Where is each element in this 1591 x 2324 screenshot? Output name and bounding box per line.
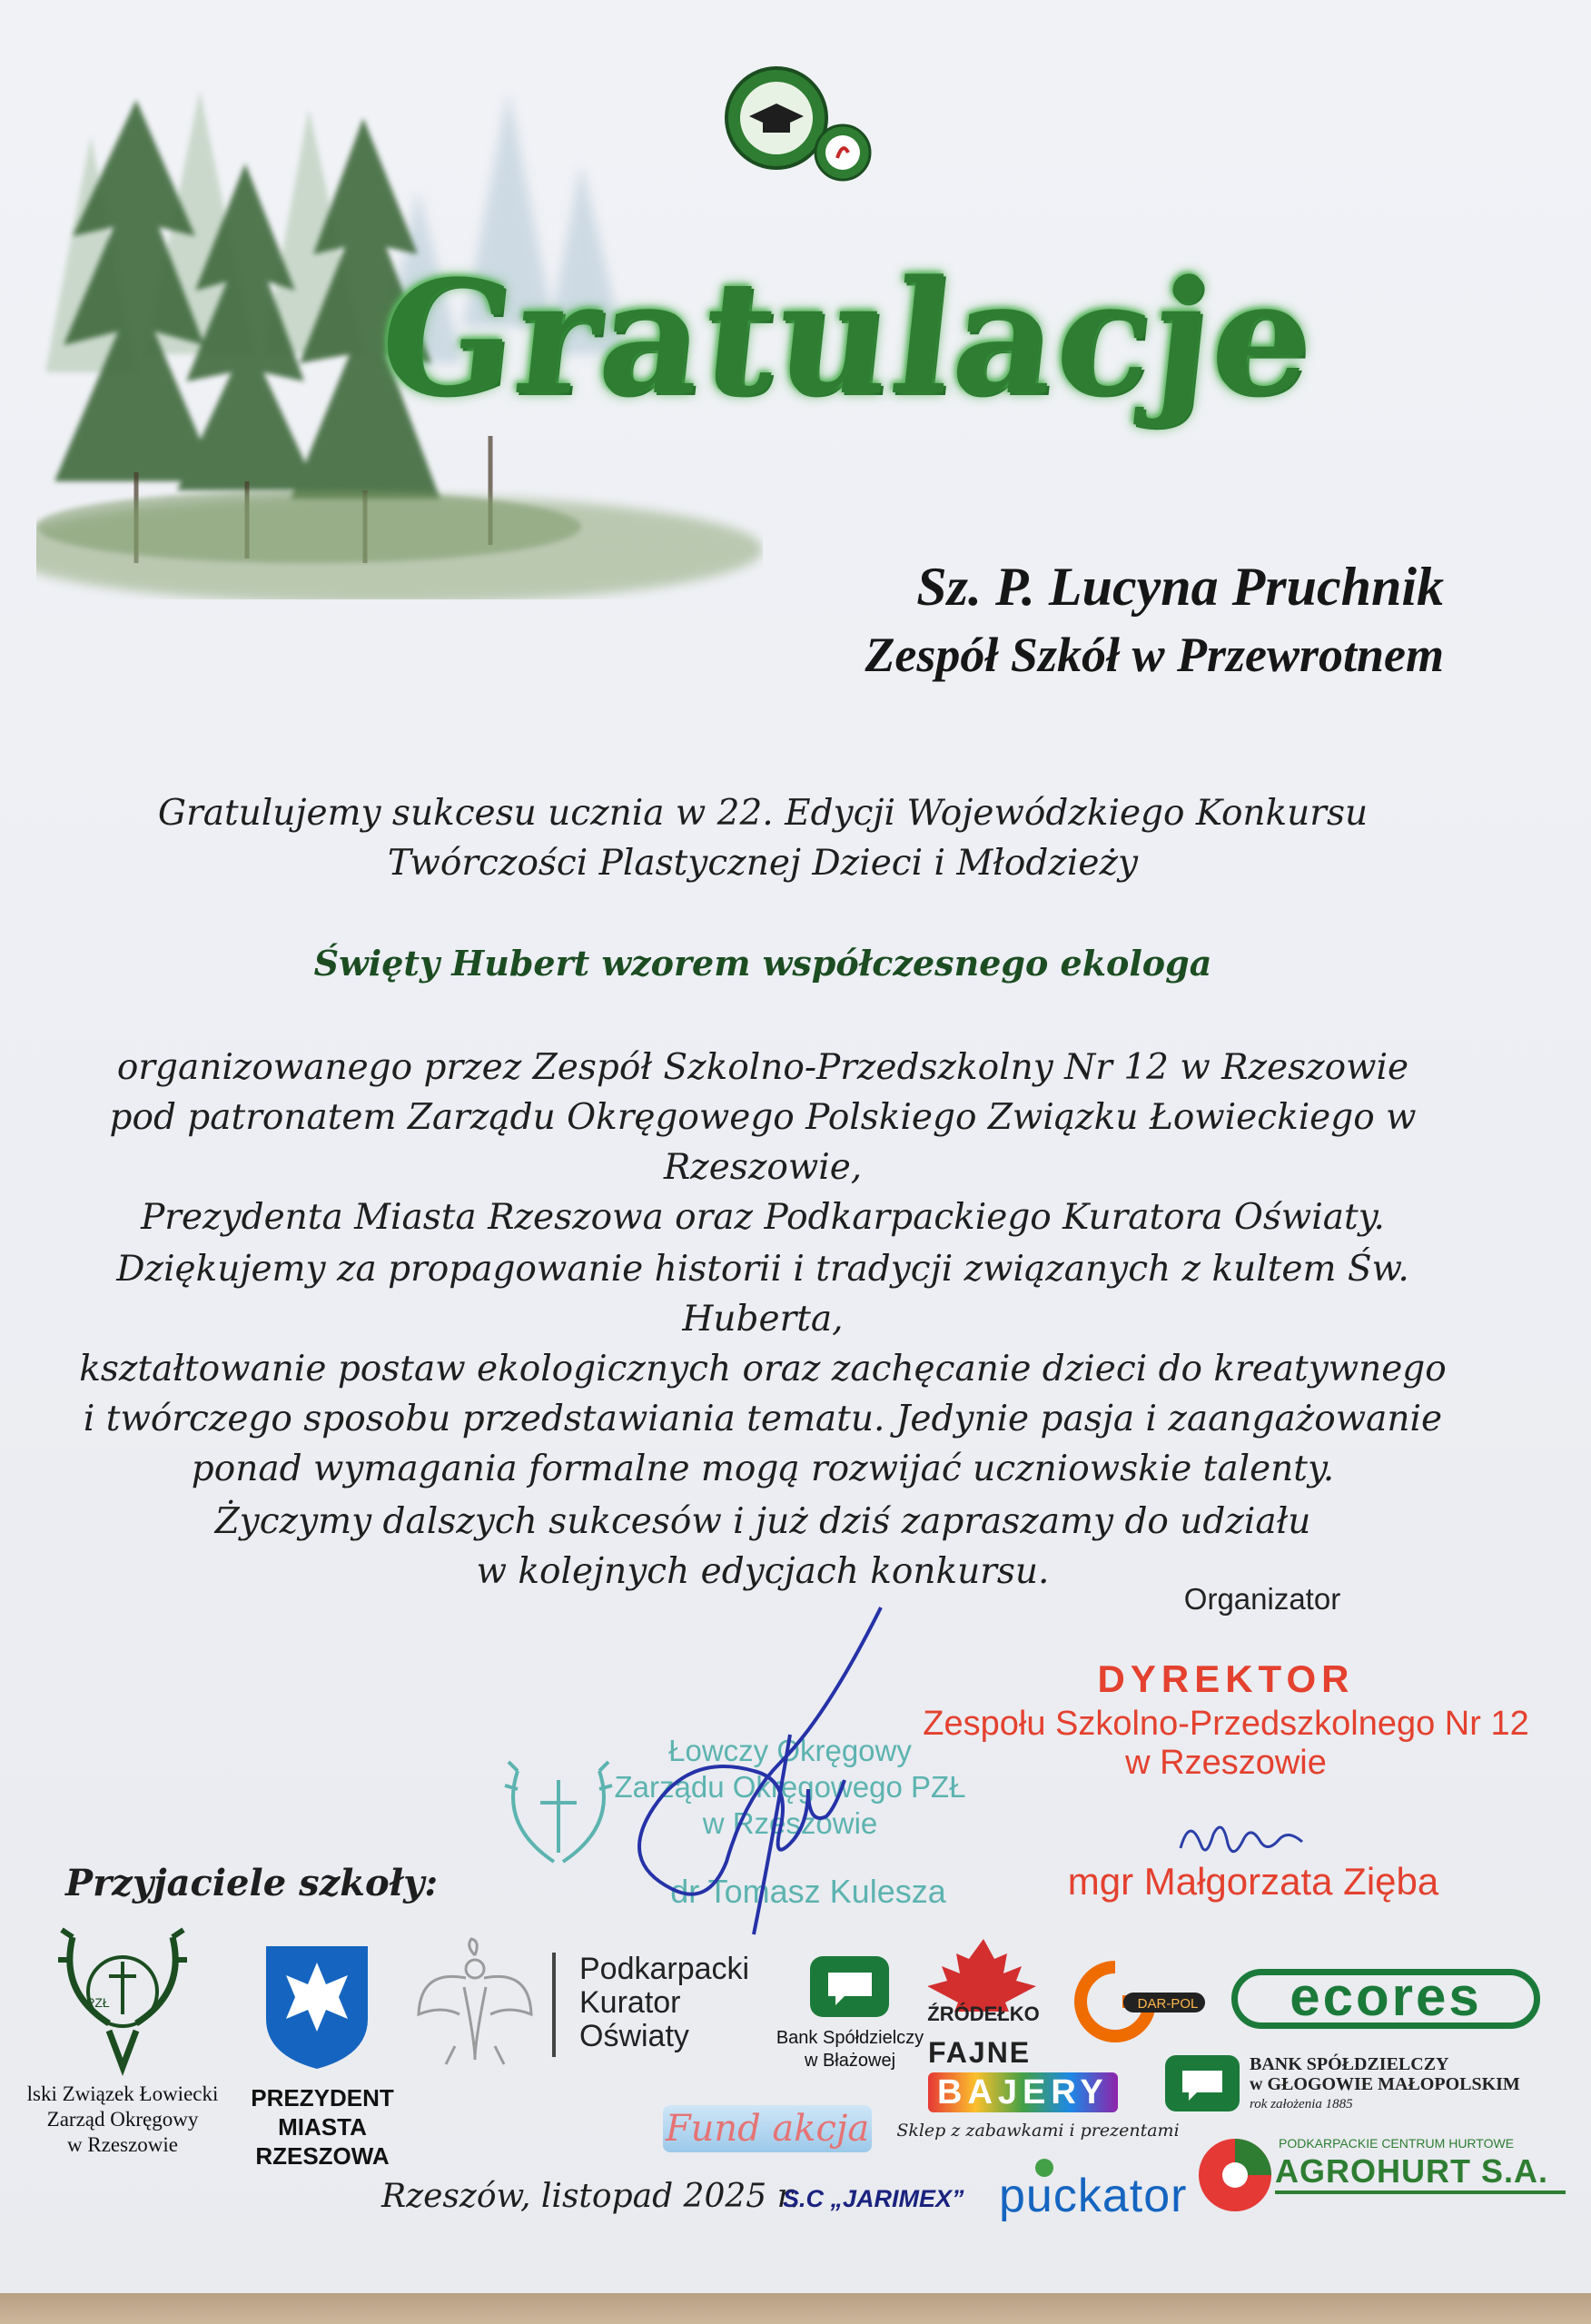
organizer-unit-line-2: w Rzeszowie xyxy=(1125,1744,1327,1782)
agrohurt-top: PODKARPACKIE CENTRUM HURTOWE xyxy=(1279,2136,1515,2151)
fajne-label: FAJNE xyxy=(928,2036,1032,2069)
bank-blazowa-line-1: Bank Spółdzielczy xyxy=(776,2028,924,2048)
president-line-3: RZESZOWA xyxy=(255,2142,390,2170)
bajery-subtitle: Sklep z zabawkami i prezentami xyxy=(896,2121,1180,2141)
recipient-name: Sz. P. Lucyna Pruchnik xyxy=(916,557,1444,617)
pzl-caption xyxy=(0,2082,245,2158)
org-line-3: Prezydenta Miasta Rzeszowa oraz Podkarpackiego Kuratora Oświaty. xyxy=(141,1197,1385,1238)
organizer-paragraph xyxy=(36,1043,1489,1242)
pzl-line-3: w Rzeszowie xyxy=(67,2133,178,2156)
jarimex-logo: S.C „JARIMEX” xyxy=(783,2185,964,2212)
bank-glogow-line-1: BANK SPÓŁDZIELCZY xyxy=(1250,2054,1449,2074)
table-surface xyxy=(0,2293,1591,2324)
school-emblem-icon xyxy=(717,64,881,191)
president-line-2: MIASTA xyxy=(278,2113,367,2141)
puckator-logo: puckator xyxy=(999,2170,1188,2222)
pzl-line-1: lski Związek Łowiecki xyxy=(26,2082,219,2105)
organizer-role: DYREKTOR xyxy=(1097,1657,1355,1700)
thanks-line-4: ponad wymagania formalne mogą rozwijać uczniowskie talenty. xyxy=(191,1449,1335,1489)
bank-blazowa-line-2: w Błażowej xyxy=(804,2051,896,2071)
friends-heading: Przyjaciele szkoły: xyxy=(65,1862,439,1904)
thanks-line-1: Dziękujemy za propagowanie historii i tradycji związanych z kultem Św. Huberta, xyxy=(116,1249,1409,1340)
pzl-badge: PZŁ xyxy=(86,1995,110,2010)
rzeszow-crest-icon xyxy=(266,1946,368,2069)
fundakcja-logo: Fund akcja xyxy=(665,2108,870,2150)
organizer-name: mgr Małgorzata Zięba xyxy=(1067,1860,1439,1903)
hunter-line-2: Zarządu Okręgowego PZŁ xyxy=(614,1770,966,1804)
intro-line-2: Twórczości Plastycznej Dzieci i Młodzieży xyxy=(387,843,1139,884)
hunter-signature xyxy=(563,1598,908,1943)
agrohurt-logo-icon xyxy=(1196,2136,1274,2214)
kurator-text xyxy=(579,1953,749,2053)
intro-line-1: Gratulujemy sukcesu ucznia w 22. Edycji Wojewódzkiego Konkursu xyxy=(157,793,1369,834)
agrohurt-logo: AGROHURT S.A. xyxy=(1275,2152,1566,2194)
pzl-logo-icon xyxy=(54,1923,191,2078)
darpol-label: DAR-POL xyxy=(1137,1996,1199,2012)
organizer-label: Organizator xyxy=(1183,1582,1341,1616)
bank-glogow-caption xyxy=(1250,2054,1558,2114)
bank-glogow-logo-icon xyxy=(1162,2052,1242,2114)
pzl-line-2: Zarząd Okręgowy xyxy=(46,2108,199,2131)
certificate-title: Gratulacje xyxy=(371,245,1324,430)
bank-glogow-line-3: rok założenia 1885 xyxy=(1250,2097,1353,2111)
maple-leaf-icon xyxy=(928,1937,1039,2012)
kurator-line-2: Kurator xyxy=(579,1985,681,2020)
wish-line-1: Życzymy dalszych sukcesów i już dziś zapraszamy do udziału xyxy=(214,1501,1311,1542)
hunter-name: dr Tomasz Kulesza xyxy=(670,1873,946,1910)
hunter-line-3: w Rzeszowie xyxy=(702,1806,878,1840)
kurator-divider xyxy=(552,1953,556,2057)
kurator-line-3: Oświaty xyxy=(579,2019,689,2053)
wish-line-2: w kolejnych edycjach konkursu. xyxy=(476,1551,1050,1592)
president-caption xyxy=(236,2083,409,2171)
place-date: Rzeszów, listopad 2025 r. xyxy=(381,2178,800,2215)
thanks-line-2: kształtowanie postaw ekologicznych oraz zachęcanie dzieci do kreatywnego xyxy=(79,1349,1447,1389)
org-line-1: organizowanego przez Zespół Szkolno-Przedszkolny Nr 12 w Rzeszowie xyxy=(116,1047,1409,1088)
organizer-unit-line-1: Zespołu Szkolno-Przedszkolnego Nr 12 xyxy=(923,1705,1529,1743)
hunter-line-1: Łowczy Okręgowy xyxy=(668,1734,912,1767)
ecores-logo: ecores xyxy=(1290,1966,1482,2027)
intro-text xyxy=(36,788,1489,888)
org-line-2: pod patronatem Zarządu Okręgowego Polskiego Związku Łowieckiego w Rzeszowie, xyxy=(109,1097,1417,1188)
bank-blazowa-caption xyxy=(750,2027,950,2072)
bank-glogow-line-2: w GŁOGOWIE MAŁOPOLSKIM xyxy=(1250,2074,1520,2094)
polish-eagle-icon xyxy=(414,1937,537,2073)
kurator-line-1: Podkarpacki xyxy=(579,1952,750,1986)
recipient-school: Zespół Szkół w Przewrotnem xyxy=(865,628,1444,682)
thanks-line-3: i twórczego sposobu przedstawiania tematu. Jedynie pasja i zaangażowanie xyxy=(83,1399,1443,1439)
president-line-1: PREZYDENT xyxy=(251,2084,394,2111)
organizer-stamp xyxy=(890,1657,1562,1783)
thanks-paragraph xyxy=(36,1244,1489,1494)
bank-blazowa-logo-icon xyxy=(806,1953,893,2021)
bajery-logo: BAJERY xyxy=(928,2072,1118,2112)
contest-motto: Święty Hubert wzorem współczesnego ekologa xyxy=(313,943,1212,984)
zrodelko-label: ŹRÓDEŁKO xyxy=(927,2003,1040,2025)
